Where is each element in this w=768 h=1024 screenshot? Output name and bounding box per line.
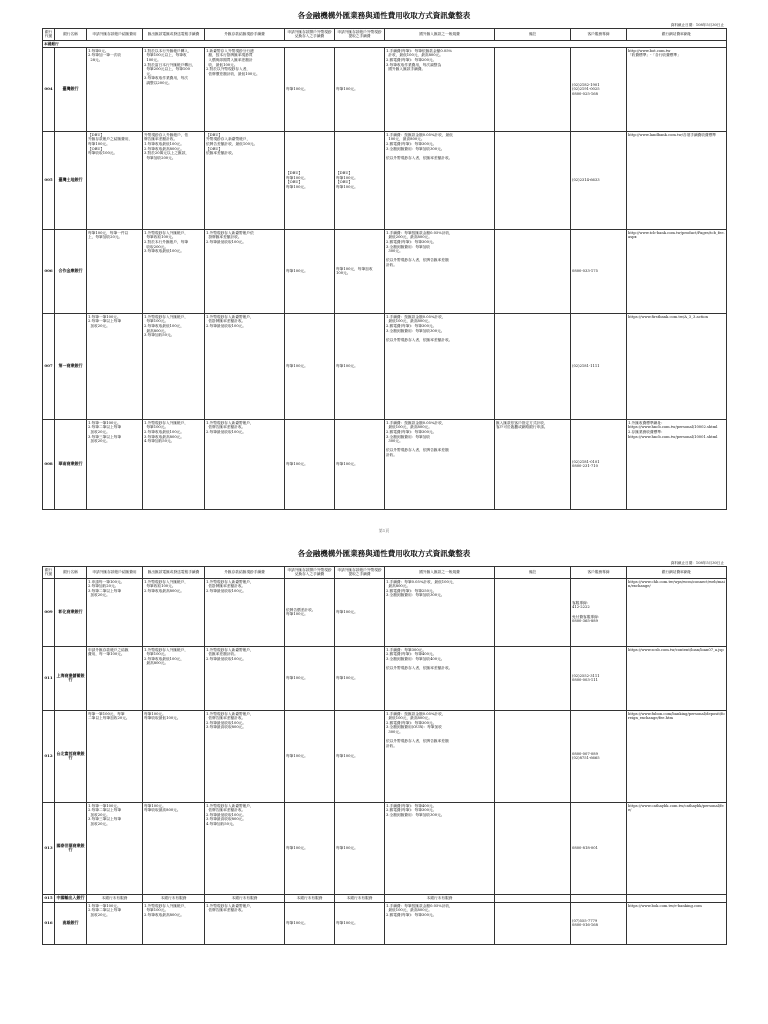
fee-cell <box>495 646 571 710</box>
fee-cell: 每筆100元。 <box>285 313 335 419</box>
bank-name: 彰化商業銀行 <box>55 578 87 646</box>
service-phone-cell: 0800-007-089 (02)8751-6665 <box>571 710 627 802</box>
header-cell: 外匯存款結匯現鈔手續費 <box>205 29 285 41</box>
table-header-row <box>43 567 727 579</box>
header-cell: 匯出匯款電匯或發送電報手續費 <box>143 567 205 579</box>
fee-url-cell: http://www.landbank.com.tw/各項手續費收費標準 <box>627 131 727 229</box>
fee-cell: 本銀行未有服務 <box>87 894 143 902</box>
bank-name: 高雄銀行 <box>55 902 87 944</box>
fee-cell: 1.外幣現鈔存入外匯帳戶， 每筆收取100元。 2.對於本行外匯帳戶，每筆 收取200元。 3.每筆收取最低100元。 <box>143 229 205 313</box>
header-cell: 匯出匯款電匯或發送電報手續費 <box>143 29 205 41</box>
fee-cell <box>495 894 571 902</box>
service-phone-cell: 客服專線： 412-2222 免付費客服專線： 0800-365-889 <box>571 578 627 646</box>
fee-cell: 1.外幣現鈔存入新臺幣帳戶， 依牌告匯率差額計收。 2.每筆最低收取100元。 <box>205 419 285 509</box>
fee-cell: 1.外幣現鈔存入新臺幣帳戶， 依匯率差額計收。 2.每筆最低收取100元。 <box>205 646 285 710</box>
fee-cell <box>495 313 571 419</box>
fee-cell: 每筆100元。 <box>335 646 385 710</box>
bank-code: 008 <box>43 419 55 509</box>
fee-cell: 每筆100元。 <box>335 902 385 944</box>
header-cell: 申請外匯存款帳戶外幣現鈔提取之手續費 <box>335 567 385 579</box>
fee-cell: 1.外幣現鈔存入外匯帳戶， 每筆100元。 2.每筆收取最低100元， 最高800元。 <box>143 646 205 710</box>
fee-cell: 1.外幣現鈔存入外匯帳戶， 每筆100元。 2.每筆收取最高800元。 <box>143 902 205 944</box>
fee-url-cell: https://www.scsb.com.tw/content/loan/loan07_a.jsp <box>627 646 727 710</box>
fee-cell: 1.外幣現鈔存入新臺幣帳戶依 掛牌匯率差額計收。 2.每筆最低收取100元。 <box>205 229 285 313</box>
fee-cell: 每筆100元。 <box>285 229 335 313</box>
header-cell: 申請外匯存款帳戶結匯費用 <box>87 567 143 579</box>
fee-cell: 1.每筆一筆100元。 2.每筆二筆以上每筆 加收20元。 3.每筆三筆以上每筆 加收20元。 <box>87 802 143 894</box>
table-row <box>43 578 727 646</box>
service-phone-cell: (02)2181-0101 0800-231-710 <box>571 419 627 509</box>
fee-cell: 1.申請每一筆100元。 2.每筆加收20元。 3.每筆二筆以上每筆 加收20元。 <box>87 578 143 646</box>
bank-name: 中國輸出入銀行 <box>55 894 87 902</box>
table-row <box>43 229 727 313</box>
fee-cell: 1.對於以本行外匯帳戶轉入， 每筆100元以上，每筆收 100元。 2.對於當日本行外匯帳戶轉出， 每筆200元以上，每筆100 元。 3.每筆收取作業費用，每次 調整以200元。 <box>143 47 205 131</box>
fee-url-cell: https://www.cathaybk.com.tw/cathaybk/personal/fee/ <box>627 802 727 894</box>
header-cell: 銀行代號 <box>43 29 55 41</box>
fee-cell: 【DBU】 每筆100元。 【OBU】 每筆100元。 <box>335 131 385 229</box>
table-row <box>43 710 727 802</box>
header-cell: 銀行名稱 <box>55 567 87 579</box>
page-number: 第1頁 <box>378 528 390 533</box>
fee-cell: 【DBU】 外匯存款帳戶之結匯費用， 每筆100元。 【OBU】 每筆收取100元。 <box>87 131 143 229</box>
fee-cell: 1.每筆一筆100元。 2.每筆一筆以上每筆 加收20元。 <box>87 313 143 419</box>
bank-code: 004 <box>43 47 55 131</box>
fee-url-cell: 1.外匯收費標準網址： https://www.hncb.com.tw/personal/10002.shtml 2.存匯業務收費標準： https://www.hncb.com.tw/personal/10001.shtml <box>627 419 727 509</box>
table-row <box>43 802 727 894</box>
fee-cell: 1.新臺幣存入外幣現鈔分行總 額，按本行掛牌匯率現鈔買 入價與即期買入匯率差額計 收，最低100元。 2.對於以外幣現鈔存入者， 依牌價差額計收，最低100元。 <box>205 47 285 131</box>
fee-cell <box>495 47 571 131</box>
fee-url-cell <box>627 894 727 902</box>
header-cell: 申請外匯存款開戶外幣現鈔兌換存入之手續費 <box>285 29 335 41</box>
header-cell: 申請外匯存款開戶外幣現鈔兌換存入之手續費 <box>285 567 335 579</box>
fee-cell <box>495 131 571 229</box>
fee-cell: 1.外幣現鈔存入新臺幣帳戶， 依掛牌匯率差額計收。 2.每筆最低收取100元。 <box>205 578 285 646</box>
fee-cell: 每筆100元。 <box>335 47 385 131</box>
fee-cell: 申請外匯存款帳戶之結匯 費用，每一筆100元。 <box>87 646 143 710</box>
header-cell: 客戶服務專線 <box>571 29 627 41</box>
bank-code: 016 <box>43 902 55 944</box>
bank-code: 012 <box>43 710 55 802</box>
fee-cell: 本銀行未有服務 <box>335 894 385 902</box>
service-phone-cell: (02)2314-6633 <box>571 131 627 229</box>
fee-url-cell: https://www.bok.com.tw/e-banking.com <box>627 902 727 944</box>
fee-cell: 1.手續費：每筆300元。 2.郵電費(每筆)：每筆400元。 3.全額到匯費用：每筆加收400元。 依以外幣現鈔存入者，依匯率差額計收。 <box>385 646 495 710</box>
header-cell: 申請外匯存款帳戶結匯費用 <box>87 29 143 41</box>
header-cell: 客戶服務專線 <box>571 567 627 579</box>
fee-cell: 1.外幣現鈔存入新臺幣帳戶， 依牌告匯率差額計收。 2.每筆最低收取100元。 3.每筆最高收取800元。 4.每筆加收50元。 <box>205 802 285 894</box>
header-cell: 備註 <box>495 29 571 41</box>
fee-cell: 1.手續費：每筆0.05%計收，最低100元， 最高800元。 2.郵電費(每筆)：每筆250元。 3.全額到匯費用：每筆加收300元。 <box>385 578 495 646</box>
fee-cell: 1.外幣現鈔存入新臺幣帳戶， 依牌告匯率差額計收。 <box>205 902 285 944</box>
fee-cell <box>495 578 571 646</box>
page-one <box>42 10 726 510</box>
table-row <box>43 419 727 509</box>
fee-cell: 每筆100元。 <box>285 419 335 509</box>
table-row <box>43 894 727 902</box>
bank-name: 台北富邦商業銀行 <box>55 710 87 802</box>
table-row <box>43 646 727 710</box>
fee-cell: 每筆100元。 <box>335 419 385 509</box>
header-cell: 外匯存款結匯現鈔手續費 <box>205 567 285 579</box>
fee-url-cell: https://www.chb.com.tw/wps/wcm/connect/web/main/exchange/ <box>627 578 727 646</box>
service-phone-cell: 0800-818-001 <box>571 802 627 894</box>
service-phone-cell: 0800-033-175 <box>571 229 627 313</box>
service-phone-cell: (02)2552-3111 0800-003-111 <box>571 646 627 710</box>
bank-name: 臺灣土地銀行 <box>55 131 87 229</box>
bank-code: 013 <box>43 802 55 894</box>
fee-cell: 每筆100元。 每筆收取最低100元。 <box>143 710 205 802</box>
fee-table-page-two <box>42 566 727 945</box>
fee-cell: 1.每筆一筆100元。 2.每筆二筆以上每筆 加收20元。 3.每筆三筆以上每筆 加收20元。 <box>87 419 143 509</box>
header-cell: 國外匯入匯款之一般規費 <box>385 29 495 41</box>
fee-table-page-one <box>42 28 727 510</box>
fee-cell <box>495 229 571 313</box>
document-title: 各金融機構外匯業務與通性費用收取方式資訊彙整表 <box>297 11 471 20</box>
fee-cell: 每筆100元。 <box>285 802 335 894</box>
fee-cell: 1.外幣現鈔存入外匯帳戶， 每筆100元。 2.每筆收取最低100元， 最高800元。 3.每筆加收50元。 <box>143 313 205 419</box>
fee-cell: 1.手續費：按匯款金額0.05%計收， 最低100元，最高800元。 2.郵電費(每筆)：每筆300元。 3.全額到匯費用：每筆加收 300元。 依以外幣現鈔存入者，依牌告匯率差額 計收。 <box>385 419 495 509</box>
bank-name: 上海商業儲蓄銀行 <box>55 646 87 710</box>
fee-cell: 每筆100元。 <box>335 578 385 646</box>
date-label: 資料截止日期：108年5月30日止 <box>670 23 724 27</box>
fee-cell: 外幣現鈔存入外匯帳戶，依 牌告匯率差額計收。 1.每筆收取最低100元。 2.每筆收取最高800元。 3.對於20萬元以上之匯款， 每筆加收200元。 <box>143 131 205 229</box>
fee-cell: 1.每筆5元。 2.每筆加一筆一次收 28元。 <box>87 47 143 131</box>
date-label-repeat: 資料截止日期：108年5月30日止 <box>670 561 724 565</box>
table-row <box>43 47 727 131</box>
fee-url-cell: http://www.bot.com.tw 「收費標準」-「各行收費標準」 <box>627 47 727 131</box>
fee-url-cell: http://www.tcb-bank.com.tw/product/Pages/tcb_fee.aspx <box>627 229 727 313</box>
fee-cell: 1.每筆一筆100元。 2.每筆二筆以上每筆 加收20元。 <box>87 902 143 944</box>
header-cell: 銀行網站費率網址 <box>627 29 727 41</box>
bank-code: 015 <box>43 894 55 902</box>
fee-cell: 1.手續費(每筆)：每筆400元。 2.郵電費(每筆)：每筆300元。 3.全額到匯費用：每筆加收300元。 <box>385 802 495 894</box>
bank-code: 007 <box>43 313 55 419</box>
table-row <box>43 902 727 944</box>
header-cell: 銀行代號 <box>43 567 55 579</box>
page-two <box>42 548 726 945</box>
fee-cell: 匯入匯款依客戶指定方式計收， 客戶可於臨櫃或網路銀行申請。 <box>495 419 571 509</box>
header-cell: 國外匯入匯款之一般規費 <box>385 567 495 579</box>
bank-code: 011 <box>43 646 55 710</box>
fee-cell: 每筆100元。 <box>285 646 335 710</box>
header-cell: 銀行網站費率網址 <box>627 567 727 579</box>
category-label: 本國銀行 <box>43 40 727 47</box>
service-phone-cell <box>571 894 627 902</box>
table-row <box>43 313 727 419</box>
fee-cell: 1.外幣現鈔存入外匯帳戶， 每筆100元。 2.每筆收取最低100元。 3.每筆收取最高800元。 4.每筆加收50元。 <box>143 419 205 509</box>
bank-name: 華南商業銀行 <box>55 419 87 509</box>
fee-cell <box>495 710 571 802</box>
fee-cell: 1.手續費(每筆)：每筆依匯款金額0.05% 計收，最低100元，最高800元。 2.郵電費(每筆)：每筆200元。 3.每筆收取作業費用，每次調整為 國外匯入匯款手續費。 <box>385 47 495 131</box>
fee-cell: 1.手續費：按匯款金額0.05%計收， 最低100元，最高800元。 2.郵電費(每筆)：每筆300元。 3.全額到匯費用(OUR)：每筆加收 300元。 依以外幣現鈔存入者，依牌告匯率差額 計收。 <box>385 710 495 802</box>
fee-cell: 本銀行未有服務 <box>205 894 285 902</box>
service-phone-cell: (02)2182-1901 (02)2191-0025 0800-025-168 <box>571 47 627 131</box>
service-phone-cell: (07)555-7779 0800-016-168 <box>571 902 627 944</box>
service-phone-cell: (02)2181-1111 <box>571 313 627 419</box>
fee-cell <box>495 902 571 944</box>
fee-cell: 1.手續費：按匯款金額0.05%計收， 最低100元，最高800元。 2.郵電費(每筆)：每筆300元。 3.全額到匯費用：每筆加收300元。 依以外幣現鈔存入者，依匯率差額計收。 <box>385 313 495 419</box>
fee-cell: 每筆100元，每筆加收 100元。 <box>335 229 385 313</box>
bank-name: 國泰世華商業銀行 <box>55 802 87 894</box>
fee-cell: 1.手續費：每筆按匯款金額0.05%計收， 最低100元，最高800元。 2.郵電費(每筆)：每筆300元。 <box>385 902 495 944</box>
fee-cell: 每筆100元。 <box>285 47 335 131</box>
fee-cell: 每筆100元。 <box>285 902 335 944</box>
fee-cell: 每筆100元。 每筆收取最高800元。 <box>143 802 205 894</box>
header-cell: 銀行名稱 <box>55 29 87 41</box>
bank-code: 006 <box>43 229 55 313</box>
header-cell: 申請外匯存款帳戶外幣現鈔提取之手續費 <box>335 29 385 41</box>
fee-cell: 每筆100元。 <box>285 710 335 802</box>
category-row <box>43 40 727 47</box>
bank-code: 009 <box>43 578 55 646</box>
fee-cell: 1.手續費：按匯款金額0.05%計收，最低 100元，最高800元。 2.郵電費(每筆)：每筆300元。 3.全額到匯費用：每筆加收300元。 依以外幣現鈔存入者，依匯率差額計收。 <box>385 131 495 229</box>
fee-cell: 本銀行未有服務 <box>285 894 335 902</box>
fee-cell: 【DBU】 每筆100元。 【OBU】 每筆100元。 <box>285 131 335 229</box>
fee-cell: 每筆100元。 <box>335 802 385 894</box>
table-row <box>43 131 727 229</box>
fee-cell: 1.手續費：每筆按匯款金額0.05%計收， 最低200元，最高800元。 2.郵電費(每筆)：每筆300元。 3.全額到匯費用：每筆加收 300元。 依以外幣現鈔存入者，依牌告匯率差額 計收。 <box>385 229 495 313</box>
fee-cell: 【DBU】 外幣現鈔存入新臺幣帳戶， 依牌告差額計收，最低100元。 【OBU】 依匯率差額計收。 <box>205 131 285 229</box>
header-cell: 備註 <box>495 567 571 579</box>
fee-cell: 本銀行未有服務 <box>143 894 205 902</box>
fee-url-cell: https://www.firstbank.com.tw/A_3_3.action <box>627 313 727 419</box>
bank-code: 005 <box>43 131 55 229</box>
fee-cell: 1.外幣現鈔存入外匯帳戶， 每筆收取100元。 2.每筆收取最高800元。 <box>143 578 205 646</box>
bank-name: 合作金庫銀行 <box>55 229 87 313</box>
document-title-repeat: 各金融機構外匯業務與通性費用收取方式資訊彙整表 <box>297 549 471 558</box>
table-header-row <box>43 29 727 41</box>
fee-cell: 每筆100元，每筆一件以 上，每筆加收20元。 <box>87 229 143 313</box>
fee-url-cell: https://www.fubon.com/banking/personal/deposit/foreign_exchange/fee.htm <box>627 710 727 802</box>
bank-name: 臺灣銀行 <box>55 47 87 131</box>
fee-cell <box>495 802 571 894</box>
fee-cell: 依牌告價差計收。 每筆100元。 <box>285 578 335 646</box>
bank-name: 第一商業銀行 <box>55 313 87 419</box>
fee-cell: 每筆一筆100元，每筆 二筆以上每筆加收20元。 <box>87 710 143 802</box>
fee-cell: 每筆100元。 <box>335 313 385 419</box>
fee-cell: 1.外幣現鈔存入新臺幣帳戶， 依牌告匯率差額計收。 2.每筆最低收取100元。 3.每筆最高收取800元。 <box>205 710 285 802</box>
fee-cell: 1.外幣現鈔存入新臺幣帳戶， 依掛牌匯率差額計收。 2.每筆最低收取100元。 <box>205 313 285 419</box>
fee-cell: 本銀行未有服務 <box>385 894 495 902</box>
fee-cell: 每筆100元。 <box>335 710 385 802</box>
